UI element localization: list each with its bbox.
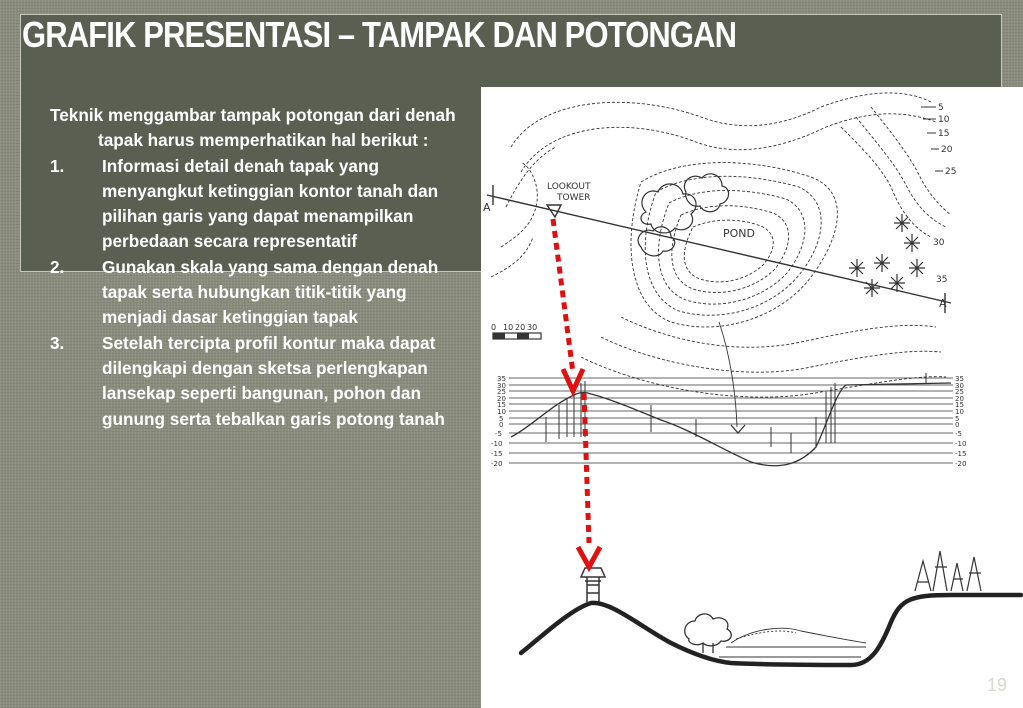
profile-right-label: 35 (955, 375, 964, 383)
profile-right-label: 15 (955, 401, 964, 409)
pond-label: POND (723, 227, 755, 240)
list-text: Gunakan skala yang sama dengan denah tapak serta hubungkan titik-titik yang menjadi dasar ketinggian tapak (102, 256, 439, 328)
scale-label: 30 (527, 323, 538, 332)
contour-label: 20 (941, 145, 953, 155)
intro-paragraph: Teknik menggambar tampak potongan dari denah tapak harus memperhatikan hal berikut : (50, 105, 456, 151)
profile-right-label: 0 (955, 421, 960, 429)
profile-left-label: 20 (497, 395, 506, 403)
contour-label: 10 (938, 115, 950, 125)
profile-right-label: 5 (955, 415, 960, 423)
page-number: 19 (986, 675, 1007, 695)
profile-right-label: 20 (955, 395, 964, 403)
contour-label: 25 (945, 167, 957, 177)
profile-right-label: 10 (955, 408, 964, 416)
section-marker-left: A (483, 201, 491, 214)
lookout-label-line1: LOOKOUT (547, 182, 591, 192)
profile-right-label: -5 (955, 430, 962, 438)
contour-lines (491, 93, 951, 397)
scale-label: 20 (515, 323, 526, 332)
section-sketch (521, 551, 1021, 665)
profile-left-label: -15 (491, 450, 503, 458)
content-text (50, 103, 470, 432)
scale-label: 10 (503, 323, 514, 332)
list-number: 3. (50, 332, 65, 353)
list-item (50, 154, 470, 255)
contour-label: 35 (936, 275, 948, 285)
profile-left-label: -20 (491, 460, 503, 468)
site-plan (483, 93, 956, 427)
red-arrowhead (578, 547, 600, 567)
tree-sketch (685, 614, 732, 653)
profile-left-label: 0 (499, 421, 504, 429)
contour-label: 5 (938, 103, 944, 113)
profile-left-label: -10 (491, 440, 503, 448)
list-number: 2. (50, 256, 65, 277)
profile-left-label: 15 (497, 401, 506, 409)
lookout-tower-sketch (581, 568, 605, 602)
profile-right-label: 30 (955, 382, 964, 390)
profile-left-label: 30 (497, 382, 506, 390)
section-profile-grid (491, 373, 966, 468)
profile-left-label: 25 (497, 388, 506, 396)
contour-label: 30 (933, 238, 945, 248)
scale-bar (491, 323, 541, 339)
drawing-svg (481, 87, 1023, 708)
lookout-label-line2: TOWER (557, 193, 591, 203)
contour-label: 15 (938, 129, 950, 139)
slide-title: GRAFIK PRESENTASI – TAMPAK DAN POTONGAN (22, 14, 737, 55)
forest-sketch (915, 551, 981, 591)
profile-arrowhead (731, 425, 745, 433)
pond-sketch (719, 628, 866, 657)
numbered-list (50, 154, 470, 432)
list-item (50, 331, 470, 432)
cut-ground-line (521, 595, 1021, 665)
section-marker-right: A (939, 297, 947, 310)
section-line (483, 185, 951, 313)
scale-label: 0 (491, 323, 497, 332)
list-text: Informasi detail denah tapak yang menyangkut ketinggian kontor tanah dan pilihan garis yang dapat menampilkan perbedaan secara representatif (102, 155, 439, 252)
profile-left-label: 35 (497, 375, 506, 383)
contour-index-labels (921, 103, 956, 285)
profile-right-label: -20 (955, 460, 967, 468)
tree-clusters (638, 174, 925, 297)
list-item (50, 255, 470, 331)
profile-right-label: -10 (955, 440, 967, 448)
section-drawing-figure (481, 87, 1023, 708)
profile-left-label: 10 (497, 408, 506, 416)
red-arrowhead (563, 369, 583, 391)
profile-left-label: 5 (499, 415, 504, 423)
profile-right-label: 25 (955, 388, 964, 396)
list-number: 1. (50, 155, 65, 176)
list-text: Setelah tercipta profil kontur maka dapat dilengkapi dengan sketsa perlengkapan lansekap seperti bangunan, pohon dan gunung serta tebalkan garis potong tanah (102, 332, 445, 429)
profile-right-label: -15 (955, 450, 967, 458)
profile-left-label: -5 (495, 430, 502, 438)
